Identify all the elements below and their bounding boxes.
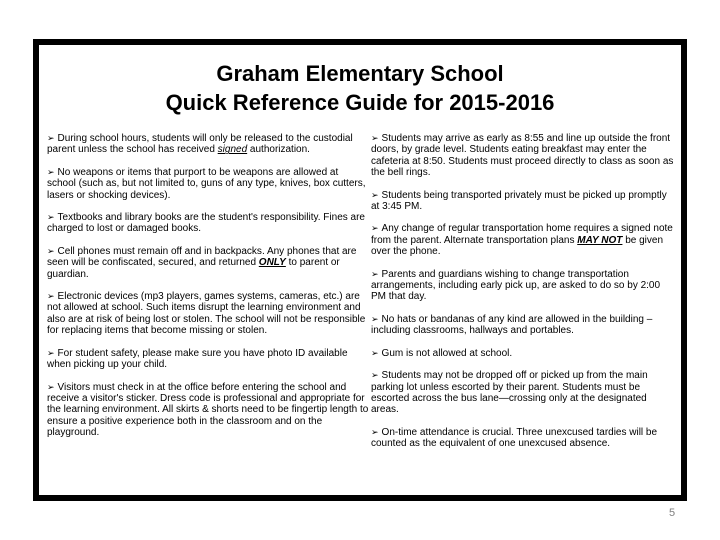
bullet-text: ONLY	[258, 257, 286, 269]
arrowhead-bullet-icon: ➢	[371, 370, 379, 381]
arrowhead-bullet-icon: ➢	[371, 133, 379, 143]
arrowhead-bullet-icon: ➢	[371, 347, 379, 358]
bullet-text: . Any phones that are seen will be confiscated, secured, and returned	[47, 245, 357, 269]
page-number: 5	[669, 507, 676, 519]
bullet-text: No weapons or items that purport to be weapons are allowed at school (such as, but not limited to, guns of any type, knives, box cutters, lasers or shocking devices).	[47, 166, 366, 201]
bullet-text: Students must be escorted across the bus lane—crossing only at the designated areas.	[371, 381, 647, 416]
bullet-item	[47, 348, 369, 371]
bullet-text: unless the school has received	[75, 144, 218, 156]
left-column	[47, 133, 369, 450]
page-title	[39, 59, 681, 117]
bullet-text: Any change of regular transportation home requires a signed note from the parent. Alternate transportation plans	[371, 223, 673, 246]
bullet-item	[47, 212, 369, 235]
bullet-text: Students may not be dropped off or picked up from the main parking lot unless escorted by their parent.	[371, 370, 648, 393]
bullet-item	[47, 167, 369, 201]
arrowhead-bullet-icon: ➢	[371, 189, 379, 200]
arrowhead-bullet-icon: ➢	[47, 245, 55, 256]
bullet-text: Textbooks and library books are the student's responsibility. Fines are charged to lost or damaged books.	[47, 212, 365, 235]
bullet-text: custodial parent	[47, 133, 353, 156]
bullet-text: MAY NOT	[577, 234, 623, 246]
arrowhead-bullet-icon: ➢	[371, 426, 379, 437]
bullet-text: Electronic devices (mp3 players, games systems, cameras, etc.) are not allowed at school. Such items disrupt the learning environment and also are at risk of being lost or stolen. The school will not be responsible for replacing items that become missing or stolen.	[47, 291, 366, 337]
bullet-item	[371, 427, 675, 450]
bullet-text: Parents and guardians wishing to change transportation arrangements, including early pick up, are asked to do so by 2:00 PM that day.	[371, 268, 661, 303]
bullet-item	[371, 223, 675, 257]
bullet-item	[47, 246, 369, 280]
arrowhead-bullet-icon: ➢	[47, 166, 55, 177]
bullet-text: authorization.	[247, 144, 310, 156]
arrowhead-bullet-icon: ➢	[47, 212, 55, 223]
bullet-item	[47, 291, 369, 337]
bullet-text: remain off and in backpacks	[137, 245, 262, 257]
bullet-text: be given over the phone.	[371, 234, 664, 258]
bullet-text: Visitors must check in at the office before entering the school and receive a visitor's sticker. Dress code is professional and appropriate for the learning environment. All skirts & shorts need to be fingertip length to ensure a positive experience both in the classroom and on the playground.	[47, 381, 369, 439]
arrowhead-bullet-icon: ➢	[371, 223, 379, 234]
arrowhead-bullet-icon: ➢	[47, 291, 55, 302]
bullet-text: signed	[217, 144, 248, 156]
bullet-item	[47, 382, 369, 439]
arrowhead-bullet-icon: ➢	[47, 133, 55, 143]
bullet-text: Students may arrive as early as 8:55 and line up outside the front doors, by grade level. Students eating breakfast may enter the cafeteria at 8:50. Students must proceed directly to class as soon as the bell rings.	[371, 133, 674, 179]
bullet-text: No hats or bandanas of any kind are allowed in the building – including classrooms, hallways and portables.	[371, 313, 653, 337]
arrowhead-bullet-icon: ➢	[47, 347, 55, 358]
bullet-text: Students being transported privately must be picked up promptly at 3:45 PM.	[371, 189, 667, 213]
bullet-text: For student safety, please make sure you have photo ID available when picking up your child.	[47, 347, 348, 371]
bullet-text: During school hours, students will only be released to the	[57, 133, 314, 144]
arrowhead-bullet-icon: ➢	[371, 268, 379, 279]
bullet-item	[371, 370, 675, 416]
bullet-item	[371, 190, 675, 213]
bullet-text: Gum is not allowed at school.	[381, 347, 513, 359]
arrowhead-bullet-icon: ➢	[371, 313, 379, 324]
document-frame	[33, 39, 687, 501]
bullet-item	[371, 269, 675, 303]
bullet-item	[371, 348, 675, 359]
bullet-text: to parent or guardian.	[47, 257, 340, 280]
bullet-text: On-time attendance is crucial. Three unexcused tardies will be counted as the equivalent of one unexcused absence.	[371, 426, 658, 450]
arrowhead-bullet-icon: ➢	[47, 381, 55, 392]
bullet-text: Cell phones must	[57, 245, 138, 257]
bullet-item	[371, 314, 675, 337]
bullet-item	[371, 133, 675, 179]
title-line-2: Quick Reference Guide for 2015-2016	[165, 90, 555, 115]
bullet-item	[47, 133, 369, 156]
right-column	[371, 133, 675, 461]
title-line-1: Graham Elementary School	[216, 61, 504, 86]
